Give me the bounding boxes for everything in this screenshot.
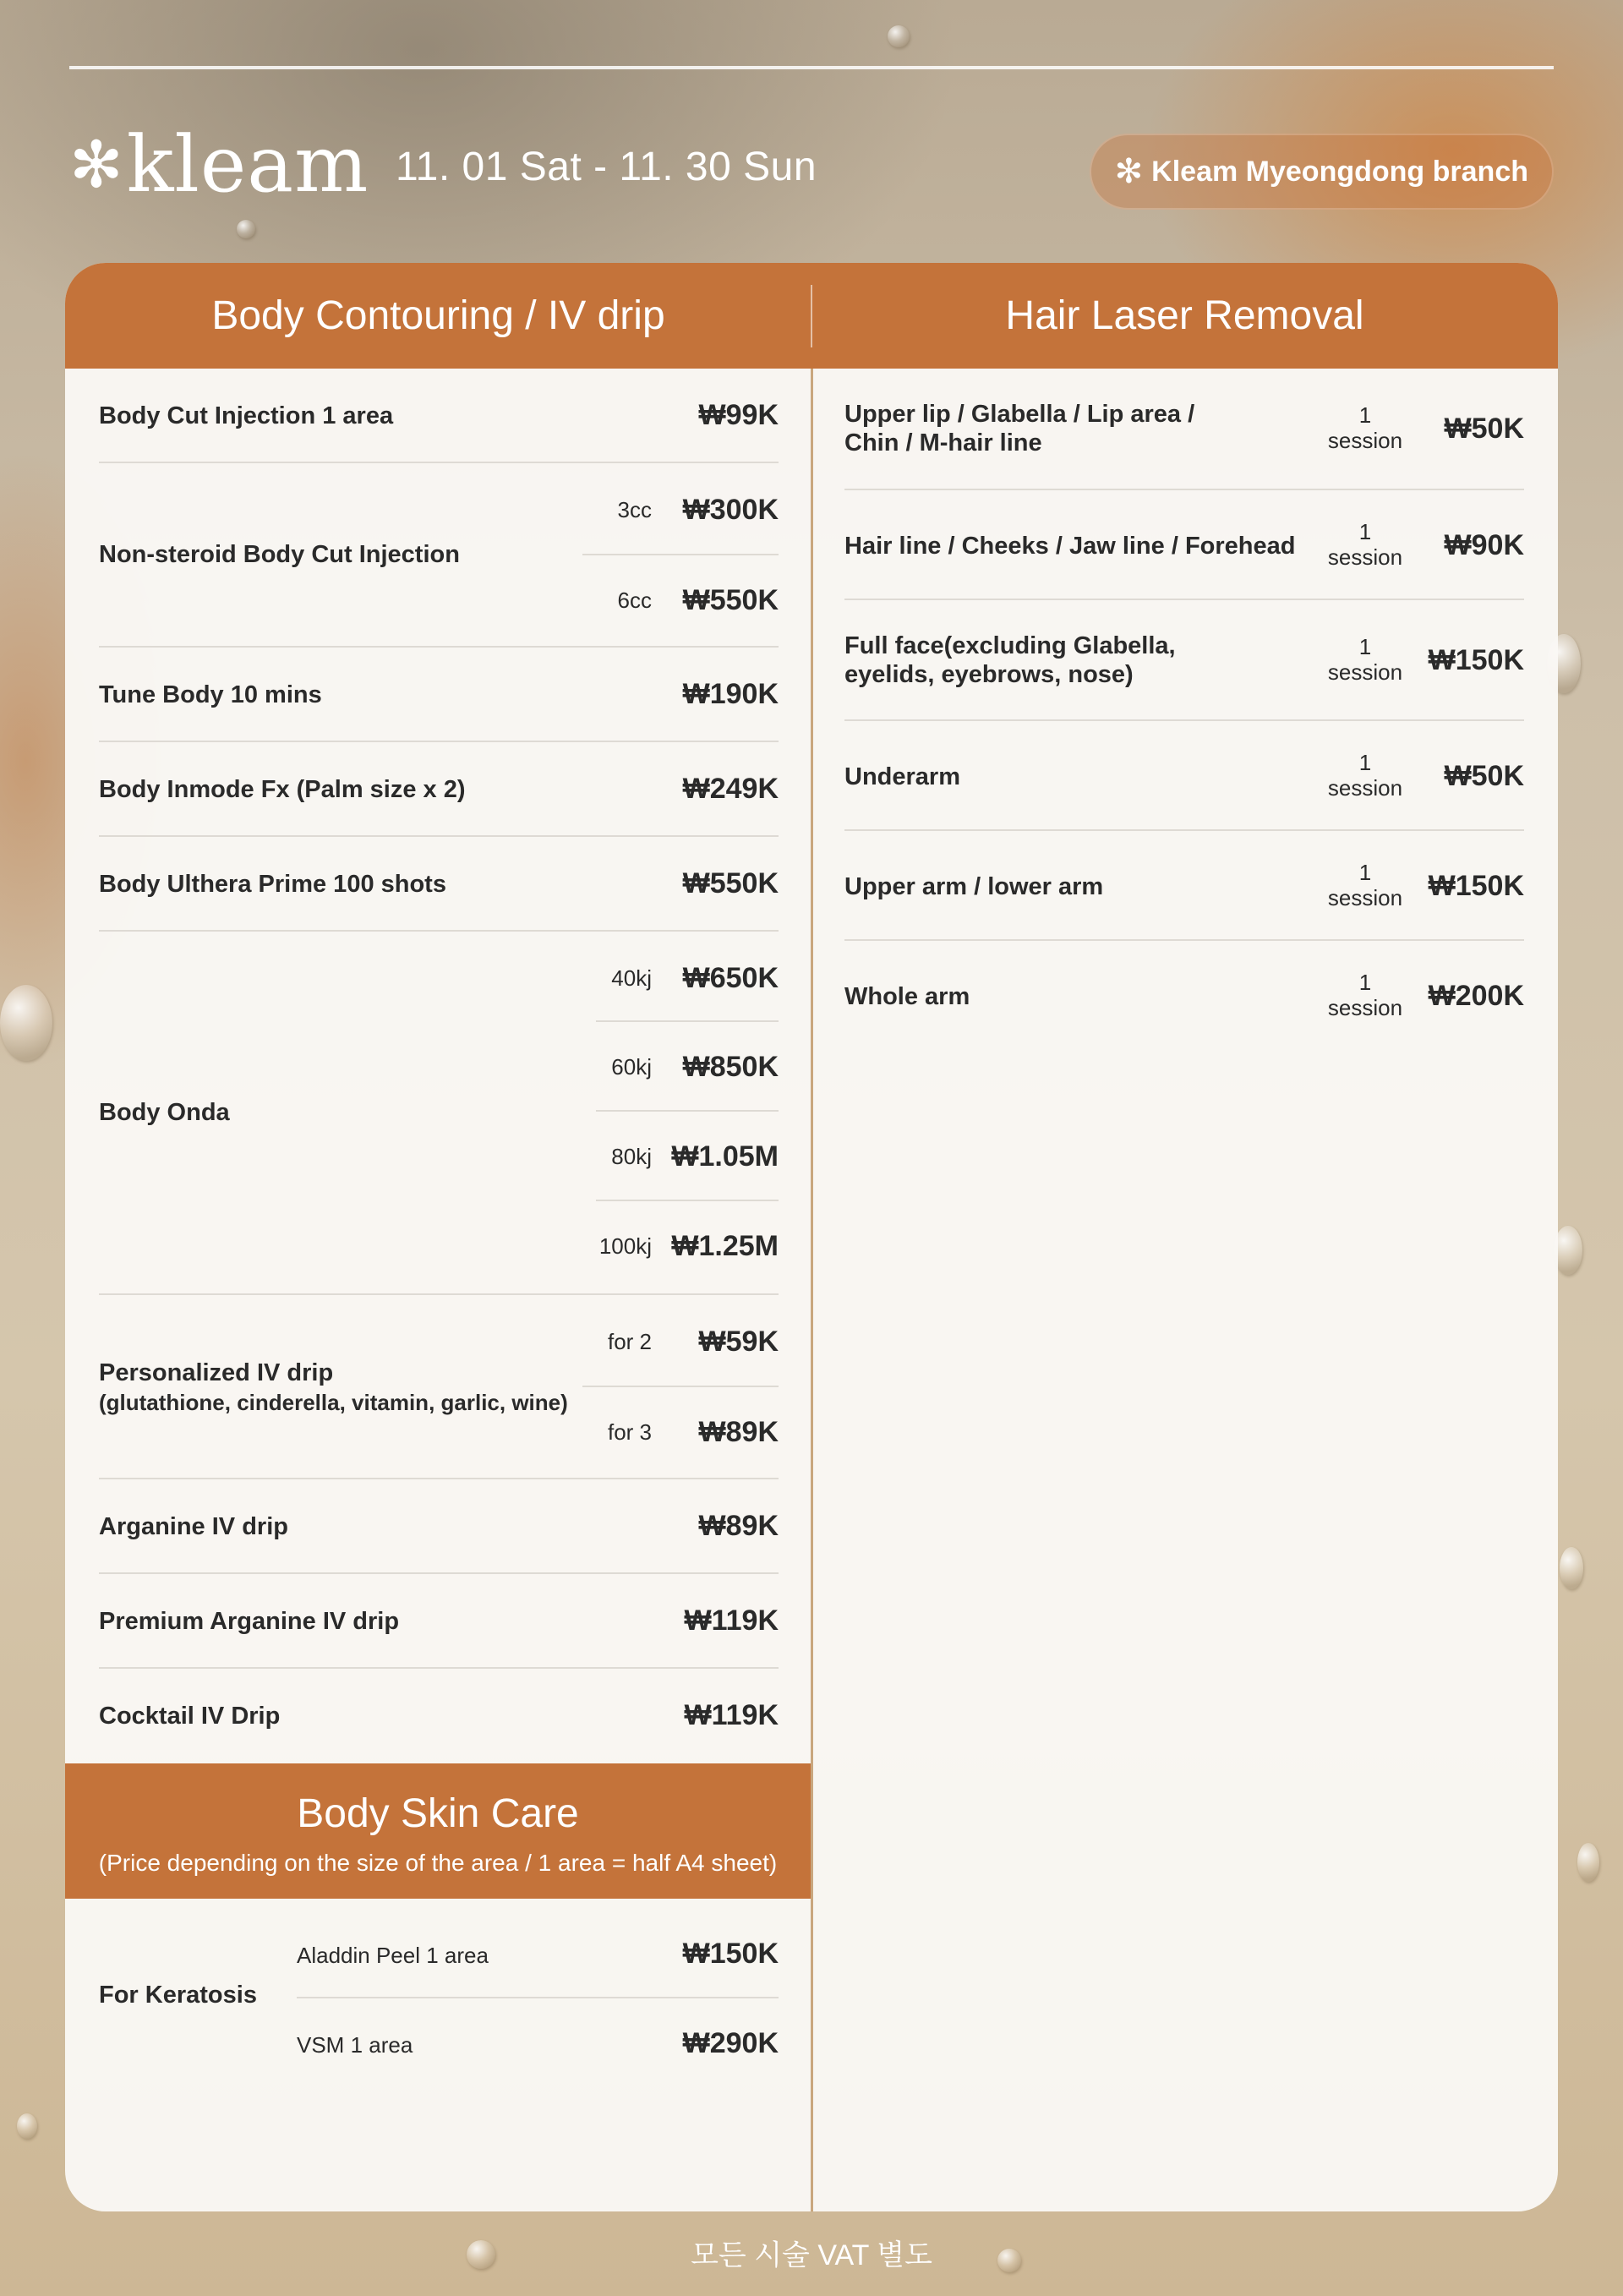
session-count: 1 bbox=[1358, 970, 1372, 995]
price-row-upper-arm bbox=[844, 831, 1524, 941]
session-count: 1 bbox=[1358, 860, 1372, 885]
body-skin-care-subtitle: (Price depending on the size of the area / 1 area = half A4 sheet) bbox=[98, 1850, 778, 1876]
option-price: ₩850K bbox=[682, 1051, 779, 1083]
body-contouring-list bbox=[99, 369, 779, 1763]
price-row-full-face bbox=[844, 600, 1524, 721]
price-row-onda bbox=[99, 932, 779, 1295]
item-price: ₩249K bbox=[682, 773, 779, 805]
item-name: Underarm bbox=[844, 763, 960, 790]
price-row-inmode bbox=[99, 742, 779, 837]
option-label: 40kj bbox=[611, 965, 652, 991]
hair-laser-title: Hair Laser Removal bbox=[1005, 293, 1364, 338]
item-name: Whole arm bbox=[844, 983, 970, 1010]
water-drop bbox=[888, 25, 910, 47]
option-label: Aladdin Peel 1 area bbox=[297, 1943, 489, 1968]
price-row-cocktail bbox=[99, 1669, 779, 1763]
price-card bbox=[65, 263, 1558, 2211]
item-price: ₩99K bbox=[698, 399, 779, 431]
item-name: Hair line / Cheeks / Jaw line / Forehead bbox=[844, 533, 1296, 560]
item-price: ₩200K bbox=[1428, 980, 1524, 1012]
session-word: session bbox=[1327, 544, 1403, 570]
water-drop bbox=[1577, 1843, 1599, 1882]
item-name-line2: eyelids, eyebrows, nose) bbox=[844, 661, 1134, 688]
item-name: Body Onda bbox=[99, 1099, 230, 1126]
session-count: 1 bbox=[1358, 750, 1372, 775]
option-label: 80kj bbox=[611, 1144, 652, 1169]
session-word: session bbox=[1327, 659, 1403, 685]
price-row-tune-body bbox=[99, 648, 779, 742]
session-count: 1 bbox=[1358, 519, 1372, 544]
card-header bbox=[65, 263, 1558, 369]
option-price: ₩59K bbox=[698, 1326, 779, 1358]
price-row-body-cut bbox=[99, 369, 779, 463]
session-label bbox=[1323, 402, 1407, 453]
option-label: 3cc bbox=[617, 497, 652, 522]
item-name: Upper lip / Glabella / Lip area / bbox=[844, 401, 1195, 428]
item-price: ₩119K bbox=[684, 1604, 779, 1637]
option-label: for 2 bbox=[607, 1329, 652, 1354]
branch-name: Kleam Myeongdong branch bbox=[1151, 155, 1528, 188]
option-row bbox=[297, 1998, 779, 2086]
item-price: ₩150K bbox=[1428, 870, 1524, 902]
item-name: Cocktail IV Drip bbox=[99, 1703, 281, 1730]
option-label: 60kj bbox=[611, 1054, 652, 1080]
option-price: ₩1.05M bbox=[671, 1140, 779, 1173]
price-row-arganine bbox=[99, 1479, 779, 1574]
asterisk-icon: ✻ bbox=[1114, 152, 1144, 191]
item-name: Body Inmode Fx (Palm size x 2) bbox=[99, 776, 466, 803]
water-drop bbox=[1554, 1226, 1582, 1275]
option-label: 100kj bbox=[598, 1233, 652, 1259]
water-drop bbox=[17, 2113, 37, 2139]
price-row-non-steroid bbox=[99, 463, 779, 648]
session-word: session bbox=[1327, 428, 1403, 453]
item-name: Full face(excluding Glabella, bbox=[844, 632, 1176, 659]
option-row bbox=[297, 1899, 779, 1998]
item-price: ₩50K bbox=[1444, 760, 1524, 792]
body-skin-care-header bbox=[65, 1763, 811, 1899]
body-contouring-title: Body Contouring / IV drip bbox=[211, 293, 665, 338]
option-price: ₩550K bbox=[682, 584, 779, 616]
water-drop bbox=[1560, 1547, 1583, 1589]
option-price: ₩1.25M bbox=[671, 1230, 779, 1262]
session-word: session bbox=[1327, 995, 1403, 1020]
item-name: Upper arm / lower arm bbox=[844, 873, 1104, 900]
item-description: (glutathione, cinderella, vitamin, garlic, wine) bbox=[99, 1390, 568, 1415]
price-row-hair-line bbox=[844, 490, 1524, 600]
item-name: Non-steroid Body Cut Injection bbox=[99, 541, 460, 568]
water-drop bbox=[0, 985, 52, 1061]
session-word: session bbox=[1327, 885, 1403, 910]
item-name: Personalized IV drip bbox=[99, 1359, 334, 1386]
promotion-date-range: 11. 01 Sat - 11. 30 Sun bbox=[396, 145, 817, 189]
logo-text: kleam bbox=[126, 119, 369, 210]
session-label bbox=[1323, 634, 1407, 685]
option-row bbox=[582, 555, 779, 648]
page-header bbox=[69, 118, 1554, 211]
option-price: ₩650K bbox=[682, 962, 779, 994]
item-price: ₩89K bbox=[698, 1510, 779, 1542]
column-divider bbox=[811, 369, 813, 2211]
item-price: ₩150K bbox=[1428, 644, 1524, 676]
option-price: ₩300K bbox=[682, 494, 779, 526]
item-price: ₩119K bbox=[684, 1699, 779, 1731]
option-row bbox=[596, 1022, 779, 1112]
option-row bbox=[596, 1201, 779, 1295]
item-price: ₩190K bbox=[682, 678, 779, 710]
option-price: ₩290K bbox=[682, 2027, 779, 2059]
item-price: ₩50K bbox=[1444, 413, 1524, 445]
hair-laser-list bbox=[844, 369, 1524, 1214]
item-name: Premium Arganine IV drip bbox=[99, 1608, 400, 1635]
item-name-line2: Chin / M-hair line bbox=[844, 429, 1042, 456]
price-row-keratosis bbox=[99, 1899, 779, 2085]
branch-badge bbox=[1090, 134, 1554, 210]
option-price: ₩89K bbox=[698, 1416, 779, 1448]
body-skin-care-title: Body Skin Care bbox=[297, 1791, 579, 1836]
option-row bbox=[582, 463, 779, 555]
body-skin-care-list bbox=[99, 1899, 779, 2093]
option-row bbox=[596, 1112, 779, 1201]
option-label: VSM 1 area bbox=[297, 2032, 413, 2058]
price-row-personalized-iv bbox=[99, 1295, 779, 1479]
water-drop bbox=[237, 220, 255, 238]
item-price: ₩90K bbox=[1444, 529, 1524, 561]
asterisk-logo-icon: ✻ bbox=[69, 127, 123, 202]
item-name: For Keratosis bbox=[99, 1982, 257, 2009]
session-label bbox=[1323, 860, 1407, 910]
session-count: 1 bbox=[1358, 634, 1372, 659]
item-price: ₩550K bbox=[682, 867, 779, 899]
price-row-whole-arm bbox=[844, 941, 1524, 1051]
option-label: for 3 bbox=[607, 1419, 652, 1445]
vat-note: 모든 시술 VAT 별도 bbox=[691, 2239, 932, 2271]
item-name: Body Cut Injection 1 area bbox=[99, 402, 394, 429]
item-name: Arganine IV drip bbox=[99, 1513, 288, 1540]
price-row-underarm bbox=[844, 721, 1524, 831]
option-row bbox=[582, 1295, 779, 1387]
session-word: session bbox=[1327, 775, 1403, 801]
option-row bbox=[582, 1387, 779, 1479]
option-price: ₩150K bbox=[682, 1938, 779, 1970]
price-row-premium-arganine bbox=[99, 1574, 779, 1669]
price-row-upper-lip bbox=[844, 369, 1524, 490]
option-row bbox=[596, 932, 779, 1022]
session-label bbox=[1323, 750, 1407, 801]
top-divider-line bbox=[69, 66, 1554, 69]
session-count: 1 bbox=[1358, 402, 1372, 428]
price-row-ulthera bbox=[99, 837, 779, 932]
item-name: Body Ulthera Prime 100 shots bbox=[99, 871, 446, 898]
session-label bbox=[1323, 519, 1407, 570]
brand-logo bbox=[69, 118, 369, 211]
option-label: 6cc bbox=[617, 588, 652, 613]
session-label bbox=[1323, 970, 1407, 1020]
item-name: Tune Body 10 mins bbox=[99, 681, 322, 708]
